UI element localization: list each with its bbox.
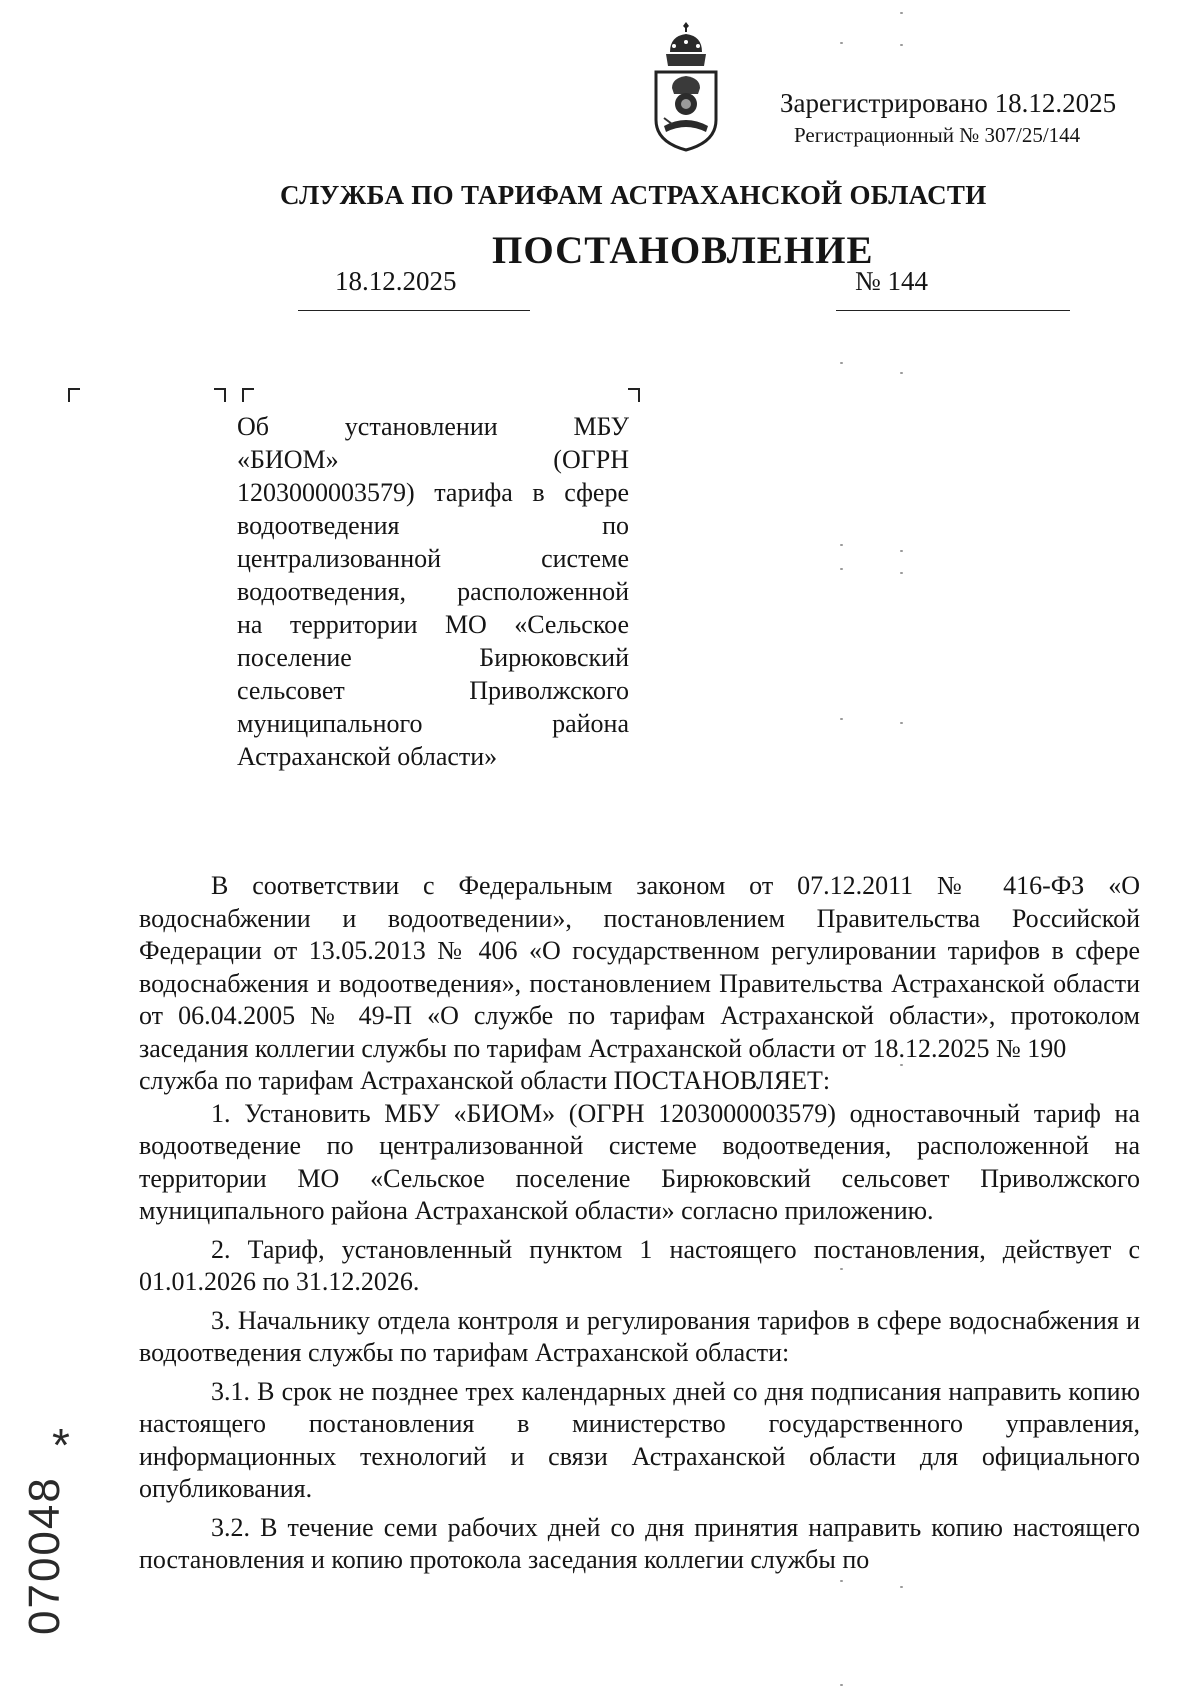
subject-line: Астраханской области» [237,742,498,771]
scan-speck [840,362,843,364]
scan-speck [900,1586,903,1588]
scan-speck [840,568,843,570]
decree-line: служба по тарифам Астраханской области ПОСТАНОВЛЯЕТ: [139,1066,831,1095]
document-number: № 144 [855,266,929,296]
document-date: 18.12.2025 [335,266,457,296]
scan-speck [840,544,843,546]
scan-speck [900,12,903,14]
corner-mark [214,388,226,402]
scan-speck [900,44,903,46]
registration-stamp [780,86,1116,150]
margin-asterisk: * [52,1419,70,1471]
clause-3-2: 3.2. В течение семи рабочих дней со дня принятия направить копию настоящего постановления и копию протокола заседания коллегии службы по [139,1512,1140,1574]
subject-line: на территории МО «Сельское [237,610,629,639]
scan-speck [900,572,903,574]
scan-speck [900,722,903,724]
clause-1: 1. Установить МБУ «БИОМ» (ОГРН 1203000003579) одноставочный тариф на водоотведение по централизованной системе водоотведения, расположенной на территории МО «Сельское поселение Бирюковский сельсовет Приволжского муниципального района Астраханской области» согласно приложению. [139,1098,1140,1225]
scan-speck [840,1580,843,1582]
corner-mark [628,388,640,402]
document-type-title: ПОСТАНОВЛЕНИЕ [492,229,874,272]
subject-line: водоотведения по [237,511,629,540]
agency-name: СЛУЖБА ПО ТАРИФАМ АСТРАХАНСКОЙ ОБЛАСТИ [280,180,987,210]
coat-of-arms-icon [650,22,722,154]
subject-line: муниципального района [237,709,629,738]
clause-2: 2. Тариф, установленный пунктом 1 настоящего постановления, действует с 01.01.2026 по 31.12.2026. [139,1234,1140,1296]
document-subject [237,410,629,773]
date-underline [298,310,530,311]
margin-document-code: 070048 [20,1476,69,1635]
registration-number: Регистрационный № 307/25/144 [794,123,1081,147]
corner-mark [68,388,80,402]
clause-3: 3. Начальнику отдела контроля и регулирования тарифов в сфере водоснабжения и водоотведения службы по тарифам Астраханской области: [139,1305,1140,1367]
preamble-paragraph: В соответствии с Федеральным законом от 07.12.2011 № 416-ФЗ «О водоснабжении и водоотведении», постановлением Правительства Российской Федерации от 13.05.2013 № 406 «О государственном регулировании тарифов в сфере водоснабжения и водоотведения», постановлением Правительства Астраханской области от 06.04.2005 № 49-П «О службе по тарифам Астраханской области», протоколом заседания коллегии службы по тарифам Астраханской области от 18.12.2025 № 190 [139,871,1140,1063]
subject-line: поселение Бирюковский [237,643,629,672]
corner-mark [242,388,254,402]
scan-speck [840,718,843,720]
subject-line: сельсовет Приволжского [237,676,629,705]
clause-3-1: 3.1. В срок не позднее трех календарных дней со дня подписания направить копию настоящего постановления в министерство государственного управления, информационных технологий и связи Астраханской области для официального опубликования. [139,1376,1140,1503]
scan-speck [900,550,903,552]
registration-date: Зарегистрировано 18.12.2025 [780,88,1117,118]
scan-speck [840,1268,843,1270]
scan-speck [900,1064,903,1066]
subject-line: Об установлении МБУ [237,412,629,441]
scan-speck [840,1684,843,1686]
subject-line: «БИОМ» (ОГРН [237,445,629,474]
subject-line: водоотведения, расположенной [237,577,629,606]
number-underline [836,310,1070,311]
scan-speck [900,372,903,374]
document-body [139,870,1140,1577]
subject-line: централизованной системе [237,544,629,573]
scan-speck [840,42,843,44]
subject-line: 1203000003579) тарифа в сфере [237,478,629,507]
